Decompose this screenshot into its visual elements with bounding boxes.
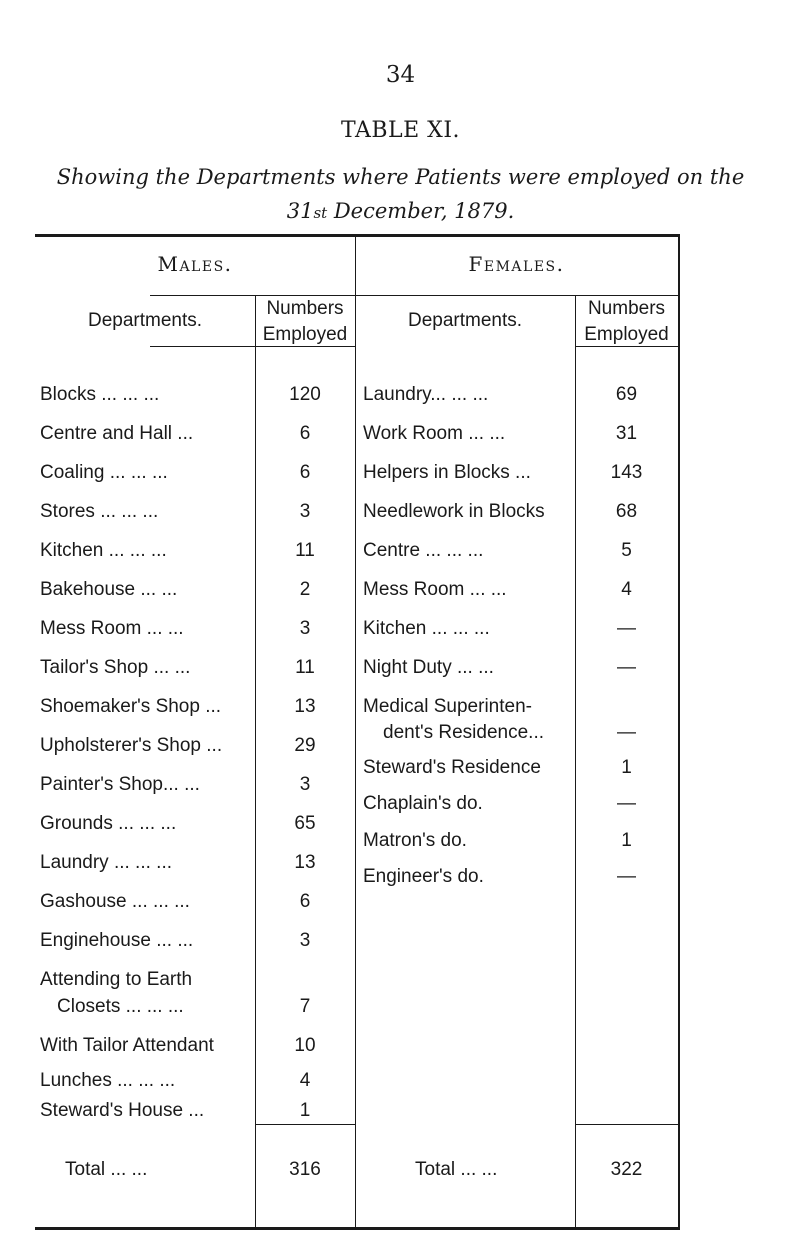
females-row-10-num: —: [617, 793, 636, 814]
table-subtitle: [0, 160, 801, 230]
males-row-15-dept-line1: Attending to Earth: [40, 969, 193, 990]
females-total-label: Total ... ...: [415, 1159, 498, 1180]
females-row-5-dept: Mess Room ... ...: [363, 579, 507, 600]
males-row-18-num: 1: [299, 1100, 311, 1121]
males-row-15-dept-line2: Closets ... ... ...: [57, 996, 184, 1017]
males-total-value: 316: [289, 1159, 321, 1180]
males-row-11-dept: Grounds ... ... ...: [40, 813, 177, 834]
employment-table: [35, 234, 680, 1230]
males-row-0-num: 120: [289, 384, 321, 405]
males-total-rule: [255, 1124, 355, 1125]
males-num-header-line2: Employed: [262, 324, 348, 345]
males-row-16-num: 10: [294, 1035, 316, 1056]
table-right-rule: [678, 234, 680, 1230]
females-row-2-dept: Helpers in Blocks ...: [363, 462, 531, 483]
females-row-7-num: —: [617, 657, 636, 678]
females-row-11-dept: Matron's do.: [363, 830, 467, 851]
table-title: TABLE XI.: [340, 118, 461, 143]
males-row-4-num: 11: [295, 540, 315, 561]
males-num-header: [255, 296, 355, 348]
males-row-13-dept: Gashouse ... ... ...: [40, 891, 190, 912]
females-row-5-num: 4: [621, 579, 632, 600]
females-total-rule: [575, 1124, 678, 1125]
females-num-header-line1: Numbers: [587, 298, 666, 319]
males-row-13-num: 6: [299, 891, 311, 912]
males-row-15-num: 7: [299, 996, 311, 1017]
divider-males-females: [355, 234, 356, 1230]
males-row-17-num: 4: [299, 1070, 311, 1091]
males-row-12-dept: Laundry ... ... ...: [40, 852, 173, 873]
males-header: Males.: [157, 252, 233, 276]
males-row-0-dept: Blocks ... ... ...: [40, 384, 160, 405]
subtitle-line-2: [0, 194, 801, 230]
males-row-5-dept: Bakehouse ... ...: [40, 579, 178, 600]
females-row-9-num: 1: [621, 757, 632, 778]
males-total-label: Total ... ...: [65, 1159, 148, 1180]
males-row-6-num: 3: [299, 618, 311, 639]
females-row-8-dept-line1: Medical Superinten-: [363, 696, 532, 717]
females-row-8-num: —: [617, 722, 636, 743]
males-row-8-num: 13: [294, 696, 316, 717]
males-row-14-dept: Enginehouse ... ...: [40, 930, 194, 951]
females-row-12-dept: Engineer's do.: [363, 866, 484, 887]
males-row-16-dept: With Tailor Attendant: [40, 1035, 214, 1056]
table-bottom-rule: [35, 1227, 680, 1230]
subtitle-date-number: 31: [286, 199, 314, 223]
females-row-1-dept: Work Room ... ...: [363, 423, 506, 444]
males-row-2-num: 6: [299, 462, 311, 483]
males-row-10-num: 3: [299, 774, 311, 795]
females-row-11-num: 1: [621, 830, 632, 851]
females-row-1-num: 31: [615, 423, 638, 444]
females-header: Females.: [468, 252, 565, 276]
males-row-9-num: 29: [294, 735, 316, 756]
table-top-rule: [35, 234, 680, 237]
males-row-14-num: 3: [299, 930, 311, 951]
males-row-8-dept: Shoemaker's Shop ...: [40, 696, 222, 717]
males-num-header-line1: Numbers: [266, 298, 344, 319]
males-row-17-dept: Lunches ... ... ...: [40, 1070, 176, 1091]
males-row-12-num: 13: [294, 852, 316, 873]
females-row-0-dept: Laundry... ... ...: [363, 384, 489, 405]
females-row-7-dept: Night Duty ... ...: [363, 657, 494, 678]
females-row-0-num: 69: [615, 384, 638, 405]
females-dept-header: Departments.: [407, 310, 523, 331]
females-row-9-dept: Steward's Residence: [363, 757, 541, 778]
males-row-1-num: 6: [299, 423, 311, 444]
females-row-3-num: 68: [615, 501, 638, 522]
females-row-3-dept: Needlework in Blocks: [363, 501, 545, 522]
females-row-10-dept: Chaplain's do.: [363, 793, 483, 814]
females-total-value: 322: [610, 1159, 643, 1180]
males-row-4-dept: Kitchen ... ... ...: [40, 540, 167, 561]
males-row-7-dept: Tailor's Shop ... ...: [40, 657, 191, 678]
females-row-4-num: 5: [621, 540, 632, 561]
females-row-6-dept: Kitchen ... ... ...: [363, 618, 490, 639]
females-row-12-num: —: [617, 866, 636, 887]
females-num-header: [575, 296, 678, 348]
subtitle-date-suffix: st: [313, 204, 328, 222]
males-row-11-num: 65: [294, 813, 316, 834]
females-num-header-line2: Employed: [584, 324, 669, 345]
males-row-2-dept: Coaling ... ... ...: [40, 462, 168, 483]
males-row-10-dept: Painter's Shop... ...: [40, 774, 200, 795]
males-row-7-num: 11: [295, 657, 315, 678]
subtitle-date-rest: December, 1879.: [327, 199, 515, 223]
males-row-3-dept: Stores ... ... ...: [40, 501, 159, 522]
males-row-9-dept: Upholsterer's Shop ...: [40, 735, 223, 756]
males-row-5-num: 2: [299, 579, 311, 600]
males-dept-header: Departments.: [87, 310, 203, 331]
males-row-3-num: 3: [299, 501, 311, 522]
females-row-6-num: —: [617, 618, 636, 639]
males-row-6-dept: Mess Room ... ...: [40, 618, 184, 639]
males-row-18-dept: Steward's House ...: [40, 1100, 205, 1121]
males-row-1-dept: Centre and Hall ...: [40, 423, 194, 444]
females-row-2-num: 143: [610, 462, 643, 483]
page-number: 34: [385, 62, 416, 88]
subtitle-line-1: Showing the Departments where Patients were employed on the: [56, 165, 745, 189]
females-row-4-dept: Centre ... ... ...: [363, 540, 484, 561]
females-row-8-dept-line2: dent's Residence...: [383, 722, 544, 743]
